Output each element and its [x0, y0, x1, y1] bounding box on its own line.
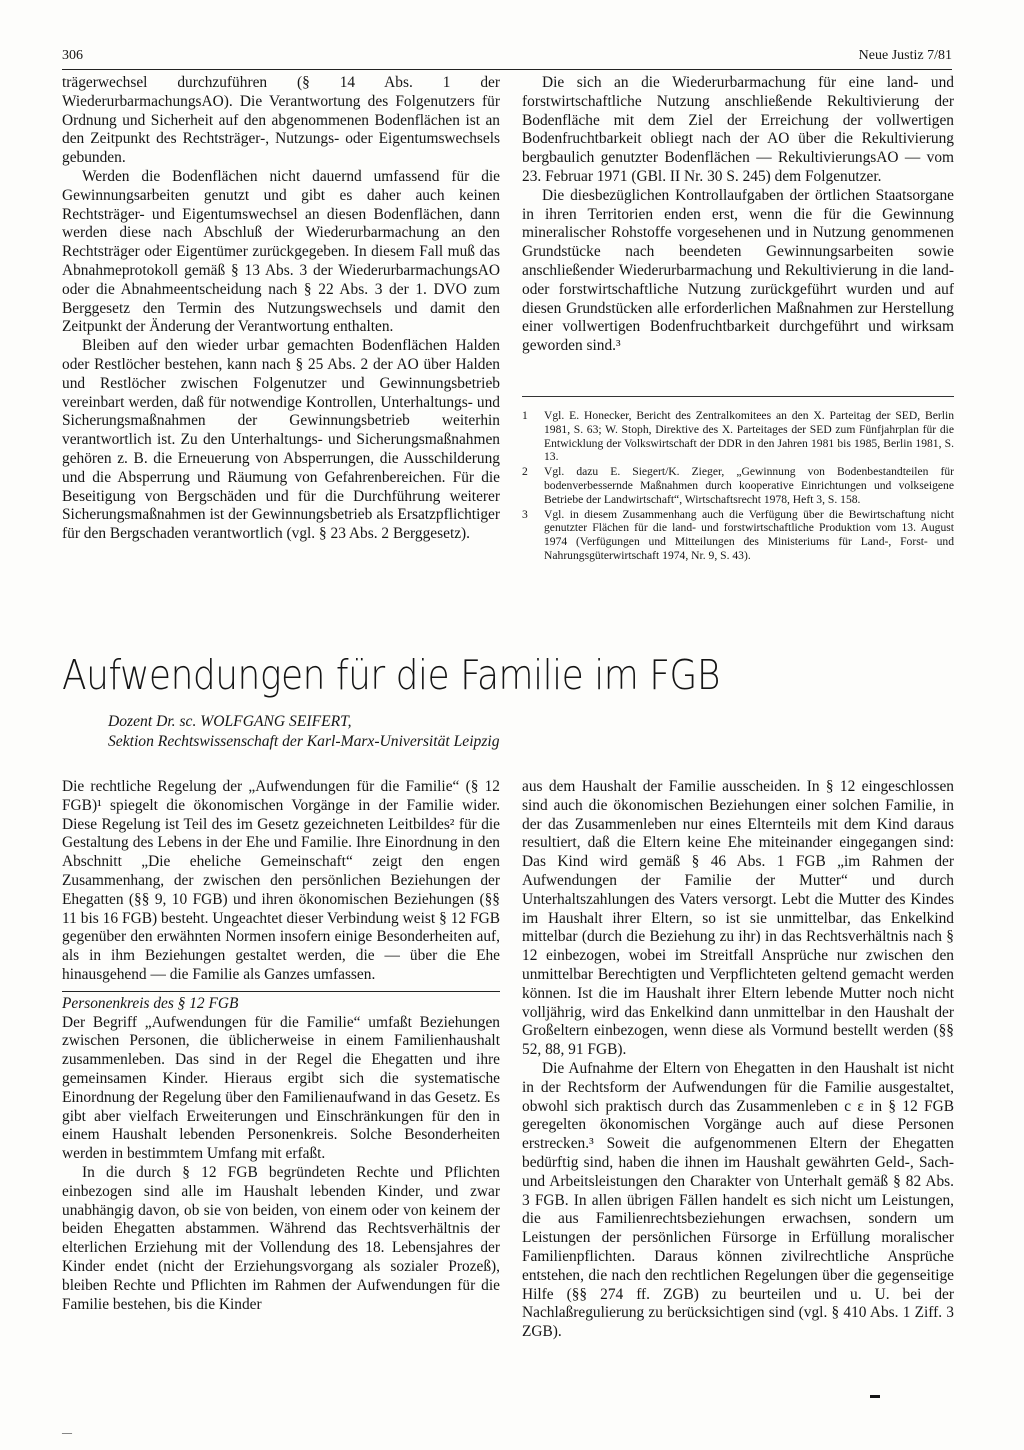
paragraph: Werden die Bodenflächen nicht dauernd umfassend für die Gewinnungsarbeiten genutzt und gibt es daher auch keinen Rechtsträger- und Eigentumswechsel an diesen Bodenflächen, dann werden diese nach Abschluß der Wiederurbarmachung an den Rechtsträger oder Eigentümer zurückgegeben. In diesem Fall muß das Abnahmeprotokoll gemäß § 13 Abs. 3 der WiederurbarmachungsAO oder die Abnahmeentscheidung nach § 22 Abs. 3 der 1. DVO zum Berggesetz den Termin des Nutzungswechsels und damit den Zeitpunkt der Änderung der Verantwortung enthalten.	[62, 167, 500, 336]
paragraph: Die diesbezüglichen Kontrollaufgaben der örtlichen Staatsorgane in ihren Territorien enden erst, wenn die für die Gewinnung mineralischer Rohstoffe vorgesehenen und in Nutzung genommenen Grundstücke nach beendeten Gewinnungsarbeiten sowie anschließender Wiederurbarmachung und Rekultivierung in die land- oder forstwirtschaftliche Nutzung zurückgeführt wurden und auf diesen Grundstücken alle erforderlichen Maßnahmen zur Herstellung einer vollwertigen Bodenfruchtbarkeit durchgeführt und wirksam geworden sind.³	[522, 186, 954, 355]
footnote-number: 2	[522, 465, 528, 479]
journal-title: Neue Justiz 7/81	[858, 48, 952, 63]
paragraph: Die Aufnahme der Eltern von Ehegatten in den Haushalt ist nicht in der Rechtsform der Aufwendungen für die Familie ausgestaltet, obwohl sich praktisch durch das Zusammenleben c ε in § 12 FGB geregelten ökonomischen Vorgänge auch auf diese Personen erstrecken.³ Soweit die aufgenommenen Eltern der Ehegatten bedürftig sind, haben die ihnen im Haushalt gewährten Geld-, Sach- und Arbeitsleistungen den Charakter von Unterhalt gemäß § 82 Abs. 3 FGB. In allen übrigen Fällen handelt es sich nicht um Leistungen, die aus Familienrechtsbeziehungen erwachsen, sondern um Leistungen der persönlichen Fürsorge in Erfüllung moralischer Familienpflichten. Daraus können zivilrechtliche Ansprüche entstehen, die nach den rechtlichen Regelungen über die gegenseitige Hilfe (§§ 274 ff. ZGB) zu beurteilen und u. U. bei der Nachlaßregulierung zu berücksichtigen sind (vgl. § 410 Abs. 1 Ziff. 3 ZGB).	[522, 1059, 954, 1341]
footnote-text: Vgl. dazu E. Siegert/K. Zieger, „Gewinnung von Bodenbestandteilen für bodenverbessernde Maßnahmen durch kooperative Einrichtungen und volkseigene Betriebe der Landwirtschaft“, Wirtschaftsrecht 1978, Heft 3, S. 158.	[544, 465, 954, 506]
footnote	[522, 409, 954, 464]
footnote	[522, 465, 954, 506]
previous-article-left-column	[62, 74, 500, 544]
article-title: Aufwendungen für die Familie im FGB	[62, 652, 720, 700]
article-right-column	[522, 778, 954, 1342]
author: Dozent Dr. sc. WOLFGANG SEIFERT,	[108, 713, 352, 730]
footnote-text: Vgl. in diesem Zusammenhang auch die Verfügung über die Bewirtschaftung nicht genutzter Flächen für die land- und forstwirtschaftliche Produktion vom 13. August 1974 (Verfügungen und Mitteilungen des Ministeriums für Land-, Forst- und Nahrungsgüterwirtschaft 1974, Nr. 9, S. 43).	[544, 507, 954, 562]
article-left-column	[62, 778, 500, 1314]
footnote-text: Vgl. E. Honecker, Bericht des Zentralkomitees an den X. Parteitag der SED, Berlin 1981, S. 63; W. Stoph, Direktive des X. Parteitages der SED zum Fünfjahrplan für die Entwicklung der Volkswirtschaft der DDR in den Jahren 1981 bis 1985, Berlin 1981, S. 13.	[544, 409, 954, 464]
footnote-number: 1	[522, 409, 528, 422]
paragraph: In die durch § 12 FGB begründeten Rechte und Pflichten einbezogen sind alle im Haushalt lebenden Kinder, und zwar unabhängig davon, ob sie von beiden, von einem oder von keinem der beiden Ehegatten abstammen. Während das Rechtsverhältnis der elterlichen Erziehung mit der Vollendung des 18. Lebensjahres der Kinder endet (nicht der Erziehungsvorgang als sozialer Prozeß), bleiben Rechte und Pflichten im Rahmen der Aufwendungen für die Familie bestehen, bis die Kinder	[62, 1163, 500, 1313]
page-number: 306	[62, 48, 83, 63]
footnote	[522, 508, 954, 563]
footnote-divider	[522, 396, 954, 397]
paragraph: Der Begriff „Aufwendungen für die Familie“ umfaßt Beziehungen zwischen Personen, die üblicherweise in einem Familienhaushalt zusammenleben. Das sind in der Regel die Ehegatten und ihre gemeinsamen Kinder. Hieraus ergibt sich die systematische Einordnung der Regelung über den Familienaufwand in das Gesetz. Es gibt aber vielfach Erweiterungen und Einschränkungen für den in einem Haushalt lebenden Personenkreis. Solche Besonderheiten werden in bestimmtem Umfang mit erfaßt.	[62, 1013, 500, 1163]
page-header	[62, 45, 952, 70]
affiliation: Sektion Rechtswissenschaft der Karl-Marx-Universität Leipzig	[108, 733, 500, 750]
byline	[108, 712, 500, 752]
print-mark: ▬	[870, 1390, 880, 1401]
section-heading: Personenkreis des § 12 FGB	[62, 994, 239, 1012]
paragraph: Die sich an die Wiederurbarmachung für eine land- und forstwirtschaftliche Nutzung anschließende Rekultivierung der Bodenfläche mit dem Ziel der Erreichung der vollwertigen Bodenfruchtbarkeit obliegt nach der AO über die Rekultivierung bergbaulich genutzter Bodenflächen — RekultivierungsAO — vom 23. Februar 1971 (GBl. II Nr. 30 S. 245) dem Folgenutzer.	[522, 74, 954, 185]
footnote-number: 3	[522, 507, 528, 521]
paragraph: aus dem Haushalt der Familie ausscheiden. In § 12 eingeschlossen sind auch die ökonomischen Beziehungen einer solchen Familie, in der das Zusammenleben nur eines Elternteils mit dem Kind daraus resultiert, daß die Eltern keine Ehe miteinander eingegangen sind: Das Kind wird gemäß § 46 Abs. 1 FGB „im Rahmen der Aufwendungen der Familie der Mutter“ und durch Unterhaltszahlungen des Vaters versorgt. Lebt die Mutter des Kindes im Haushalt ihrer Eltern, so ist sie unmittelbar, das Enkelkind mittelbar (durch die Beziehung zu ihr) in das Rechtsverhältnis nach § 12 einbezogen, wobei im Streitfall Ansprüche nur zwischen den unmittelbar Berechtigten und Verpflichteten geltend gemacht werden können. Ist die im Haushalt ihrer Eltern lebende Mutter noch nicht volljährig, wird das Enkelkind dann unmittelbar in den Haushalt der Großeltern einbezogen, wenn diese als Vormund bestellt werden (§§ 52, 88, 91 FGB).	[522, 778, 954, 1059]
corner-mark: —	[62, 1428, 72, 1439]
previous-article-right-column	[522, 74, 954, 356]
section-divider	[62, 991, 500, 992]
paragraph: Bleiben auf den wieder urbar gemachten Bodenflächen Halden oder Restlöcher bestehen, kann nach § 25 Abs. 2 der AO über Halden und Restlöcher zwischen Folgenutzer und Gewinnungsbetrieb vereinbart werden, daß für notwendige Kontrollen, Unterhaltungs- und Sicherungsmaßnahmen der Gewinnungsbetrieb weiterhin verantwortlich ist. Zu den Unterhaltungs- und Sicherungsmaßnahmen gehören z. B. die Erneuerung von Absperrungen, die Ausschilderung und die Absperrung und Räumung von Gefahrenbereichen. Für die Beseitigung von Bergschäden und für die Durchführung weiterer Sicherungsmaßnahmen ist der Gewinnungsbetrieb als Ersatzpflichtiger für den Bergschaden verantwortlich (vgl. § 23 Abs. 2 Berggesetz).	[62, 337, 500, 543]
footnotes	[522, 409, 954, 564]
paragraph: trägerwechsel durchzuführen (§ 14 Abs. 1 der WiederurbarmachungsAO). Die Verantwortung des Folgenutzers für Ordnung und Sicherheit auf den abgenommenen Bodenflächen ist an den Zeitpunkt des Rechtsträger-, Nutzungs- oder Eigentumswechsels gebunden.	[62, 74, 500, 167]
intro-paragraph: Die rechtliche Regelung der „Aufwendungen für die Familie“ (§ 12 FGB)¹ spiegelt die ökonomischen Vorgänge in der Familie wider. Diese Regelung ist Teil des im Gesetz gezeichneten Leitbildes² für die Gestaltung des Lebens in der Ehe und Familie. Ihre Einordnung in den Abschnitt „Die eheliche Gemeinschaft“ zeigt den engen Zusammenhang, der zwischen den persönlichen Beziehungen der Ehegatten (§§ 9, 10 FGB) und ihren ökonomischen Beziehungen (§§ 11 bis 16 FGB) besteht. Ungeachtet dieser Verbindung weist § 12 FGB gegenüber den erwähnten Normen insofern einige Besonderheiten auf, als in ihm Beziehungen gestaltet werden, die — über die Ehe hinausgehend — die Familie als Ganzes umfassen.	[62, 778, 500, 983]
